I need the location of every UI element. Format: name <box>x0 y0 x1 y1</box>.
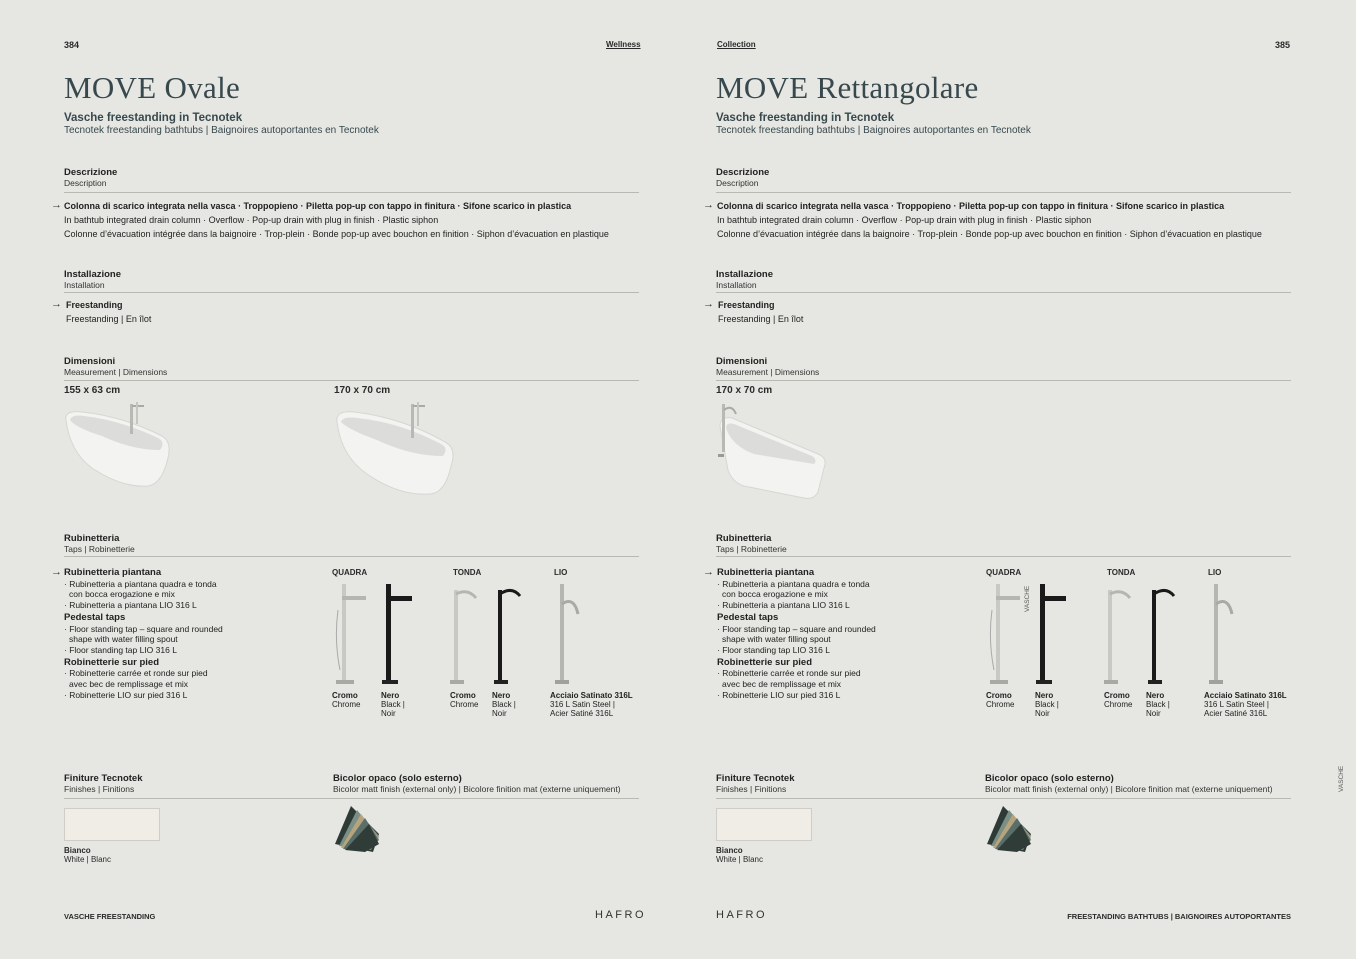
description-fr-left: Colonne d’évacuation intégrée dans la baignoire · Trop-plein · Bonde pop-up avec bouchon en finition · Siphon d’évacuation en plastique <box>64 229 609 239</box>
page-number-left: 384 <box>64 40 80 50</box>
taps-subheading-right: Taps | Robinetterie <box>716 544 787 554</box>
bicolor-swatch-fan-image <box>333 802 383 854</box>
taps-it-line: con bocca erogazione e mix <box>722 589 828 600</box>
installation-en-fr-left: Freestanding | En îlot <box>66 314 152 324</box>
taps-en-line: · Floor standing tap – square and rounded <box>717 623 876 634</box>
tap-label-black: Nero Black | Noir <box>1035 691 1059 718</box>
bicolor-heading-left: Bicolor opaco (solo esterno) <box>333 773 462 784</box>
bicolor-swatch-fan-image <box>985 802 1035 854</box>
arrow-right-icon: → <box>703 199 714 211</box>
arrow-right-icon: → <box>51 298 62 310</box>
finishes-heading-right: Finiture Tecnotek <box>716 773 795 784</box>
installation-subheading-left: Installation <box>64 280 105 290</box>
installation-text-left <box>66 298 151 326</box>
divider <box>716 292 1291 293</box>
subtitle-right: Vasche freestanding in Tecnotek <box>716 112 895 124</box>
taps-subheading-left: Taps | Robinetterie <box>64 544 135 554</box>
description-heading-right: Descrizione <box>716 167 770 178</box>
taps-en-title: Pedestal taps <box>717 611 779 623</box>
vertical-label-small: VASCHE <box>1024 585 1031 612</box>
bicolor-heading-right: Bicolor opaco (solo esterno) <box>985 773 1114 784</box>
installation-it-right: Freestanding <box>718 300 775 310</box>
finish-swatch-white <box>716 808 812 841</box>
tap-label-chrome: Cromo Chrome <box>450 691 479 709</box>
dimensions-heading-right: Dimensioni <box>716 356 768 367</box>
divider <box>716 556 1291 557</box>
page-title-right: MOVE Rettangolare <box>716 70 979 105</box>
taps-fr-line: avec bec de remplissage et mix <box>722 679 842 690</box>
tap-label-chrome: Cromo Chrome <box>986 691 1015 709</box>
taps-it-line: · Rubinetteria a piantana quadra e tonda <box>717 578 870 589</box>
arrow-right-icon: → <box>51 566 62 578</box>
tap-lio-steel-image <box>1206 580 1246 688</box>
footer-left: VASCHE FREESTANDING <box>64 912 156 921</box>
divider <box>64 798 639 799</box>
tap-group-lio: LIO <box>1208 568 1222 577</box>
description-en-left: In bathtub integrated drain column · Overflow · Pop-up drain with plug in finish · Plastic siphon <box>64 215 439 225</box>
bicolor-subheading-left: Bicolor matt finish (external only) | Bicolore finition mat (externe uniquement) <box>333 784 621 794</box>
arrow-right-icon: → <box>703 566 714 578</box>
taps-heading-left: Rubinetteria <box>64 533 120 544</box>
taps-description-left <box>64 566 223 700</box>
description-fr-right: Colonne d’évacuation intégrée dans la baignoire · Trop-plein · Bonde pop-up avec bouchon en finition · Siphon d’évacuation en plastique <box>717 229 1262 239</box>
tap-lio-steel-image <box>552 580 592 688</box>
tap-quadra-black-image <box>380 580 420 688</box>
description-subheading-left: Description <box>64 178 107 188</box>
taps-it-line: · Rubinetteria a piantana LIO 316 L <box>717 600 850 611</box>
vertical-edge-label: VASCHE <box>1338 765 1345 792</box>
bicolor-subheading-right: Bicolor matt finish (external only) | Bicolore finition mat (externe uniquement) <box>985 784 1273 794</box>
taps-en-line: · Floor standing tap LIO 316 L <box>64 644 177 655</box>
description-it-left: Colonna di scarico integrata nella vasca · Troppopieno · Piletta pop-up con tappo in finitura · Sifone scarico in plastica <box>64 201 572 211</box>
finishes-subheading-left: Finishes | Finitions <box>64 784 135 794</box>
taps-fr-line: · Robinetterie carrée et ronde sur pied <box>717 668 861 679</box>
tap-label-chrome: Cromo Chrome <box>1104 691 1133 709</box>
divider <box>64 292 639 293</box>
tap-quadra-chrome-image <box>332 580 372 688</box>
tap-quadra-chrome-image <box>986 580 1026 688</box>
installation-subheading-right: Installation <box>716 280 757 290</box>
installation-en-fr-right: Freestanding | En îlot <box>718 314 804 324</box>
description-it-right: Colonna di scarico integrata nella vasca · Troppopieno · Piletta pop-up con tappo in finitura · Sifone scarico in plastica <box>717 201 1225 211</box>
taps-en-line: · Floor standing tap – square and rounded <box>64 623 223 634</box>
divider <box>716 798 1291 799</box>
taps-heading-right: Rubinetteria <box>716 533 772 544</box>
finish-swatch-white <box>64 808 160 841</box>
installation-heading-right: Installazione <box>716 269 774 280</box>
taps-fr-title: Robinetterie sur pied <box>64 656 160 668</box>
installation-heading-left: Installazione <box>64 269 122 280</box>
dimension-label-155: 155 x 63 cm <box>64 385 121 396</box>
bathtub-rectangular-170-image <box>714 400 832 504</box>
description-text-left <box>64 199 609 241</box>
dimensions-subheading-left: Measurement | Dimensions <box>64 367 168 377</box>
divider <box>716 192 1291 193</box>
arrow-right-icon: → <box>51 199 62 211</box>
dimensions-heading-left: Dimensioni <box>64 356 116 367</box>
finish-label-right: Bianco White | Blanc <box>716 846 763 864</box>
description-subheading-right: Description <box>716 178 759 188</box>
tap-label-black: Nero Black | Noir <box>492 691 516 718</box>
brand-logo-right: HAFRO <box>716 909 767 921</box>
bathtub-oval-170-image <box>333 400 459 500</box>
taps-fr-line: · Robinetterie LIO sur pied 316 L <box>64 689 188 700</box>
subtitle-translation-right: Tecnotek freestanding bathtubs | Baignoires autoportantes en Tecnotek <box>716 125 1031 136</box>
divider <box>64 192 639 193</box>
taps-fr-line: · Robinetterie LIO sur pied 316 L <box>717 689 841 700</box>
installation-it-left: Freestanding <box>66 300 123 310</box>
divider <box>716 380 1291 381</box>
tap-label-black: Nero Black | Noir <box>381 691 405 718</box>
subtitle-translation-left: Tecnotek freestanding bathtubs | Baignoires autoportantes en Tecnotek <box>64 125 379 136</box>
tap-group-tonda: TONDA <box>1107 568 1136 577</box>
divider <box>64 380 639 381</box>
header-link-collection[interactable]: Collection <box>717 40 756 49</box>
tap-quadra-black-image <box>1034 580 1074 688</box>
installation-text-right <box>718 298 803 326</box>
tap-label-black: Nero Black | Noir <box>1146 691 1170 718</box>
taps-it-line: con bocca erogazione e mix <box>69 589 175 600</box>
page-number-right: 385 <box>1275 40 1291 50</box>
tap-label-chrome: Cromo Chrome <box>332 691 361 709</box>
taps-fr-line: · Robinetterie carrée et ronde sur pied <box>64 668 208 679</box>
finish-label-left: Bianco White | Blanc <box>64 846 111 864</box>
subtitle-left: Vasche freestanding in Tecnotek <box>64 112 243 124</box>
taps-it-line: · Rubinetteria a piantana quadra e tonda <box>64 578 217 589</box>
finishes-heading-left: Finiture Tecnotek <box>64 773 143 784</box>
arrow-right-icon: → <box>703 298 714 310</box>
taps-it-title: Rubinetteria piantana <box>64 567 162 578</box>
tap-group-lio: LIO <box>554 568 568 577</box>
tap-label-steel: Acciaio Satinato 316L 316 L Satin Steel | Acier Satiné 316L <box>550 691 633 718</box>
footer-right: FREESTANDING BATHTUBS | BAIGNOIRES AUTOPORTANTES <box>1067 912 1291 921</box>
description-heading-left: Descrizione <box>64 167 118 178</box>
tap-group-quadra: QUADRA <box>986 568 1022 577</box>
tap-label-steel: Acciaio Satinato 316L 316 L Satin Steel | Acier Satiné 316L <box>1204 691 1287 718</box>
divider <box>64 556 639 557</box>
taps-fr-line: avec bec de remplissage et mix <box>69 679 189 690</box>
brand-logo-left: HAFRO <box>595 909 646 921</box>
tap-tonda-black-image <box>490 580 530 688</box>
dimension-label-170: 170 x 70 cm <box>716 385 773 396</box>
dimension-label-170: 170 x 70 cm <box>334 385 391 396</box>
description-text-right <box>717 199 1262 241</box>
tap-tonda-chrome-image <box>1100 580 1140 688</box>
taps-it-line: · Rubinetteria a piantana LIO 316 L <box>64 600 197 611</box>
taps-en-line: shape with water filling spout <box>722 634 831 645</box>
page-title-left: MOVE Ovale <box>64 70 241 105</box>
taps-it-title: Rubinetteria piantana <box>717 567 815 578</box>
tap-tonda-chrome-image <box>446 580 486 688</box>
taps-en-title: Pedestal taps <box>64 611 126 623</box>
taps-fr-title: Robinetterie sur pied <box>717 656 813 668</box>
taps-description-right <box>717 566 876 700</box>
taps-en-line: · Floor standing tap LIO 316 L <box>717 644 830 655</box>
finishes-subheading-right: Finishes | Finitions <box>716 784 787 794</box>
taps-en-line: shape with water filling spout <box>69 634 178 645</box>
tap-group-quadra: QUADRA <box>332 568 368 577</box>
tap-group-tonda: TONDA <box>453 568 482 577</box>
tap-tonda-black-image <box>1144 580 1184 688</box>
header-link-wellness[interactable]: Wellness <box>606 40 641 49</box>
bathtub-oval-155-image <box>62 400 174 492</box>
description-en-right: In bathtub integrated drain column · Overflow · Pop-up drain with plug in finish · Plastic siphon <box>717 215 1092 225</box>
dimensions-subheading-right: Measurement | Dimensions <box>716 367 820 377</box>
